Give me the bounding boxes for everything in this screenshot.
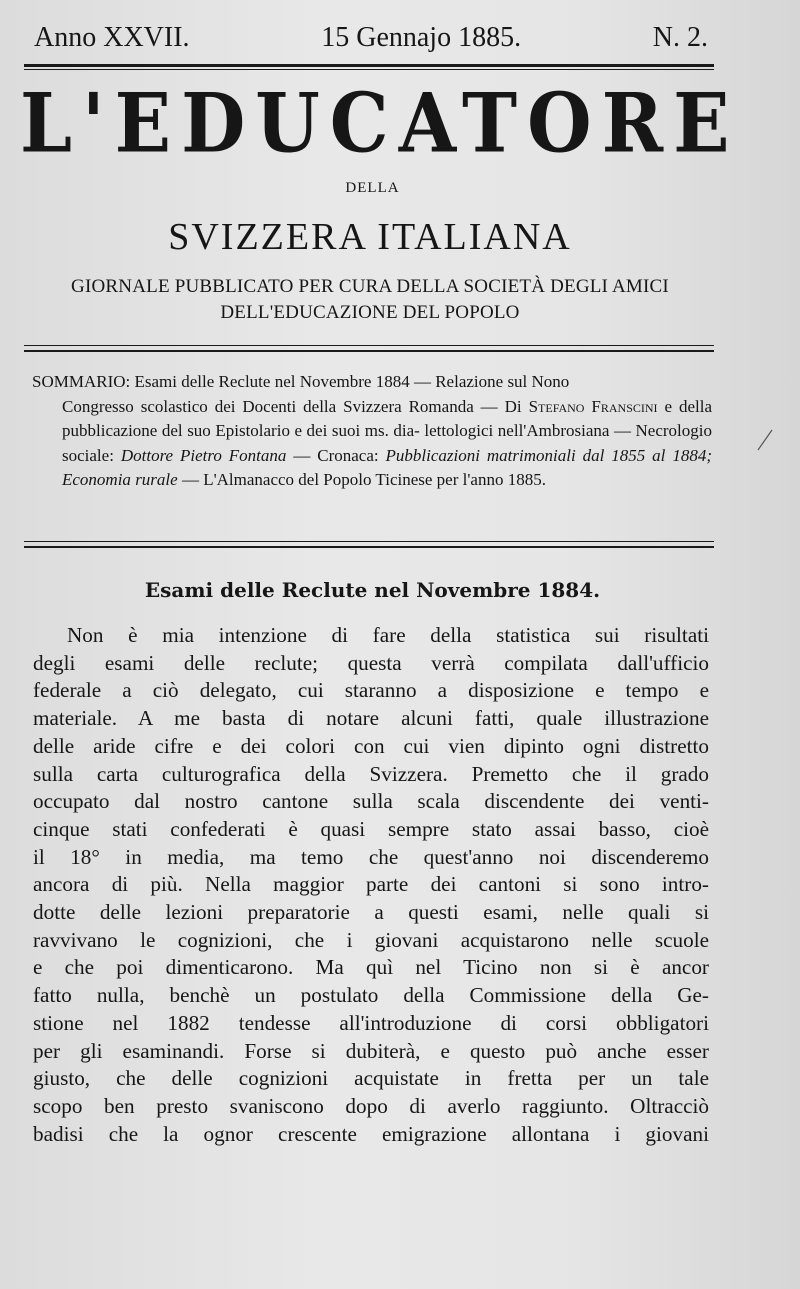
article-line: cinque stati confederati è quasi sempre stato assai basso, cioè (33, 816, 709, 841)
summary-line-4: lettologici nell'Ambrosiana — Necrologio sociale: (62, 421, 712, 465)
masthead-title: L'EDUCATORE (20, 76, 740, 172)
summary-cronaca: — Cronaca: (293, 445, 379, 465)
article-body (33, 622, 709, 1148)
pencil-mark-icon (754, 428, 774, 458)
masthead-rule-top (24, 345, 714, 346)
masthead-subtitle-1: GIORNALE PUBBLICATO PER CURA DELLA SOCIETÀ DEGLI AMICI (71, 276, 669, 297)
masthead-subtitle-2: DELL'EDUCAZIONE DEL POPOLO (220, 302, 520, 323)
article-line: giusto, che delle cognizioni acquistate in fretta per un tale (33, 1066, 709, 1091)
article-line: degli esami delle reclute; questa verrà compilata dall'ufficio (33, 650, 709, 675)
header-rule-thin (24, 69, 714, 70)
article-line: occupato dal nostro cantone sulla scala discendente dei venti- (33, 789, 709, 814)
article-line: scopo ben presto svaniscono dopo di averlo raggiunto. Oltracciò (33, 1093, 709, 1118)
article-line: materiale. A me basta di notare alcuni fatti, quale illustrazione (33, 706, 709, 731)
masthead-della: DELLA (345, 180, 400, 196)
summary-rule-bottom (24, 546, 714, 548)
article-line: e che poi dimenticarono. Ma quì nel Ticino non si è ancor (33, 955, 709, 980)
article-line: Non è mia intenzione di fare della statistica sui risultati (67, 623, 709, 647)
article-line: delle aride cifre e dei colori con cui vien dipinto ogni distretto (33, 733, 709, 758)
summary-rule-top (24, 541, 714, 542)
summary-block (32, 370, 712, 493)
summary-line-6: — L'Almanacco del Popolo Ticinese per l'anno 1885. (181, 470, 546, 489)
article-title: Esami delle Reclute nel Novembre 1884. (144, 578, 601, 602)
issue-header (34, 22, 708, 54)
article-line: badisi che la ognor crescente emigrazione allontana i giovani (33, 1121, 709, 1146)
article-line: ancora di più. Nella maggior parte dei cantoni si sono intro- (33, 872, 709, 897)
summary-line-2: Congresso scolastico dei Docenti della Svizzera Romanda — Di (62, 396, 522, 416)
article-line: federale a ciò delegato, cui staranno a disposizione e tempo e (33, 678, 709, 703)
article-line: fatto nulla, benchè un postulato della Commissione della Ge- (33, 983, 709, 1008)
masthead-svizzera: SVIZZERA ITALIANA (168, 216, 572, 258)
article-line: ravvivano le cognizioni, che i giovani acquistarono nelle scuole (33, 927, 709, 952)
summary-name-franscini: Stefano Franscini (528, 396, 658, 416)
masthead-rule-bottom (24, 350, 714, 352)
article-line: sulla carta culturografica della Svizzera. Premetto che il grado (33, 761, 709, 786)
summary-pubblicazioni: Pubblicazioni matrimoniali dal 1855 al 1884; Economia (62, 445, 712, 489)
summary-line-1: Esami delle Reclute nel Novembre 1884 — Relazione sul Nono (134, 372, 570, 391)
article-line: per gli esaminandi. Forse si dubiterà, e questo può anche esser (33, 1038, 709, 1063)
summary-rurale: rurale (135, 470, 178, 489)
summary-label: SOMMARIO: (32, 372, 131, 391)
summary-necrologio: Dottore Pietro Fontana (120, 445, 287, 465)
issue-year: Anno XXVII. (34, 22, 190, 53)
article-line: dotte delle lezioni preparatorie a questi esami, nelle quali si (33, 900, 709, 925)
issue-date: 15 Gennajo 1885. (321, 22, 522, 53)
summary-line-3: e della pubblicazione del suo Epistolario e dei suoi ms. dia- (62, 396, 713, 440)
header-rule (24, 64, 714, 67)
article-line: il 18° in media, ma temo che quest'anno noi discenderemo (33, 844, 709, 869)
issue-number: N. 2. (652, 22, 708, 53)
article-line: stione nel 1882 tendesse all'introduzione di corsi obbligatori (33, 1010, 709, 1035)
